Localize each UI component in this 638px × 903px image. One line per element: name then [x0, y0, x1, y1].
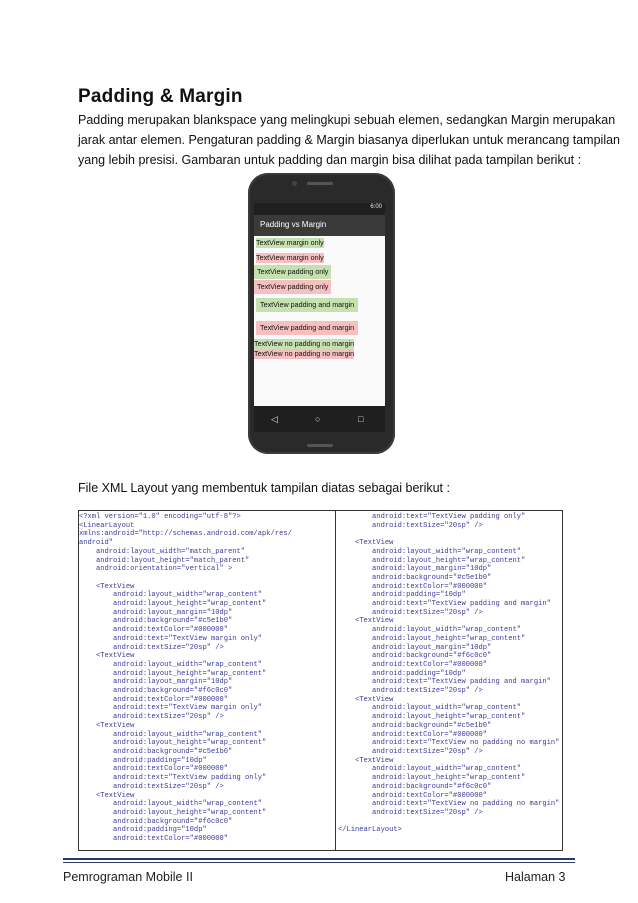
- textview-no-padding-green: TextView no padding no margin: [254, 339, 355, 348]
- speaker-grille: [307, 444, 333, 447]
- recents-icon: □: [358, 414, 364, 424]
- xml-caption: File XML Layout yang membentuk tampilan diatas sebagai berikut :: [78, 481, 450, 495]
- camera-icon: [292, 181, 297, 186]
- home-icon: ○: [315, 414, 321, 424]
- footer-rule: [63, 858, 575, 860]
- intro-paragraph: [78, 110, 621, 170]
- status-time: 6:00: [370, 204, 382, 210]
- textview-margin-only-green: TextView margin only: [256, 238, 324, 247]
- app-bar: [254, 215, 385, 236]
- textview-padding-only-pink: TextView padding only: [254, 280, 331, 294]
- code-text: android:text="TextView padding only" android:textSize="20sp" /> <TextView android:layout_width="wrap_content" android:layout_height="wrap_content" android:layout_margin="10dp" android:background="#c5e1b0" android:textColor="#000000" android:padding="10dp" android:text="TextView padding and margin" android:textSize="20sp" /> <TextView android:layout_width="wrap_content" android:layout_height="wrap_content" android:layout_margin="10dp" android:background="#f6c0c0" android:textColor="#000000" android:padding="10dp" android:text="TextView padding and margin" android:textSize="20sp" /> <TextView android:layout_width="wrap_content" android:layout_height="wrap_content" android:background="#c5e1b0" android:textColor="#000000" android:text="TextView no padding no margin" android:textSize="20sp" /> <TextView android:layout_width="wrap_content" android:layout_height="wrap_content" android:background="#f6c0c0" android:textColor="#000000" android:text="TextView no padding no margin" android:textSize="20sp" /> </LinearLayout>: [338, 513, 560, 835]
- status-bar: [254, 203, 385, 215]
- back-icon: ◁: [271, 414, 278, 424]
- intro-line: jarak antar elemen. Pengaturan padding & Margin biasanya diperlukan untuk merancang tampilan: [78, 133, 621, 147]
- intro-line: yang lebih presisi. Gambaran untuk padding dan margin bisa dilihat pada tampilan berikut :: [78, 153, 582, 167]
- textview-padding-margin-pink: TextView padding and margin: [256, 321, 358, 335]
- page-title: Padding & Margin: [78, 86, 243, 107]
- code-block-right: [335, 510, 563, 851]
- phone-screen: [254, 203, 385, 432]
- footer-page-number: Halaman 3: [505, 870, 566, 884]
- footer-rule: [63, 862, 575, 863]
- textview-no-padding-pink: TextView no padding no margin: [254, 349, 355, 358]
- intro-line: Padding merupakan blankspace yang melingkupi sebuah elemen, sedangkan Margin merupakan: [78, 113, 616, 127]
- code-block-left: [78, 510, 338, 851]
- textview-padding-margin-green: TextView padding and margin: [256, 298, 358, 312]
- nav-bar: [254, 406, 385, 432]
- speaker-grille: [307, 182, 333, 185]
- footer-course-name: Pemrograman Mobile II: [63, 870, 193, 884]
- textview-margin-only-pink: TextView margin only: [256, 253, 324, 262]
- code-text: <?xml version="1.0" encoding="utf-8"?> <LinearLayout xmlns:android="http://schemas.android.com/apk/res/ android" android:layout_width="match_parent" android:layout_height="match_parent" android:orientation="vertical" > <TextView android:layout_width="wrap_content" android:layout_height="wrap_content" android:layout_margin="10dp" android:background="#c5e1b0" android:textColor="#000000" android:text="TextView margin only" android:textSize="20sp" /> <TextView android:layout_width="wrap_content" android:layout_height="wrap_content" android:layout_margin="10dp" android:background="#f6c0c0" android:textColor="#000000" android:text="TextView margin only" android:textSize="20sp" /> <TextView android:layout_width="wrap_content" android:layout_height="wrap_content" android:background="#c5e1b0" android:padding="10dp" android:textColor="#000000" android:text="TextView padding only" android:textSize="20sp" /> <TextView android:layout_width="wrap_content" android:layout_height="wrap_content" android:background="#f6c0c0" android:padding="10dp" android:textColor="#000000": [79, 513, 292, 844]
- textview-padding-only-green: TextView padding only: [254, 265, 331, 279]
- app-title: Padding vs Margin: [260, 220, 327, 229]
